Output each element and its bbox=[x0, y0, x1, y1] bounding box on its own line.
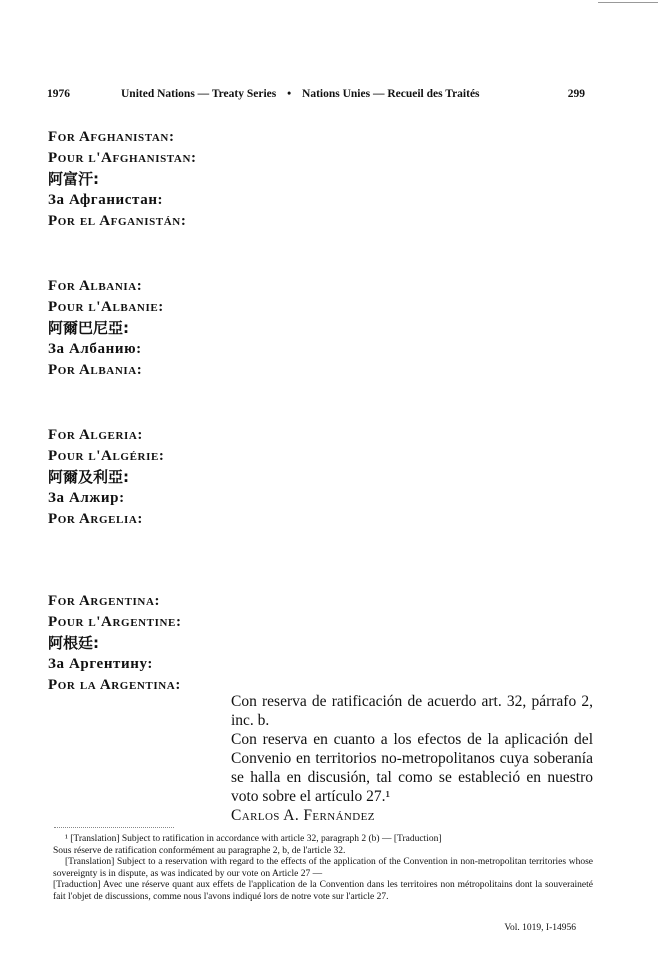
header-separator: • bbox=[287, 88, 292, 100]
country-label-ru: За Алжир: bbox=[48, 490, 125, 506]
country-label-fr: Pour l'Afghanistan: bbox=[48, 150, 197, 166]
country-label-ru: За Афганистан: bbox=[48, 192, 164, 208]
signature-block-argentina bbox=[48, 591, 182, 696]
reservation-text bbox=[231, 692, 593, 825]
volume-reference: Vol. 1019, I-14956 bbox=[504, 923, 576, 933]
footnote-2-fr: [Traduction] Avec une réserve quant aux effets de l'application de la Convention dans les territoires non métropolitains dont la souveraineté fait l'objet de discussions, comme nous l'avons indiqué lors de notre vote sur l'article 27. bbox=[53, 880, 593, 902]
country-label-es: Por el Afganistán: bbox=[48, 213, 187, 229]
country-label-es: Por la Argentina: bbox=[48, 677, 181, 693]
signature-block-albania bbox=[48, 276, 164, 381]
country-label-en: For Afghanistan: bbox=[48, 129, 175, 145]
country-label-fr: Pour l'Albanie: bbox=[48, 299, 164, 315]
country-label-en: For Algeria: bbox=[48, 427, 144, 443]
country-label-ru: За Аргентину: bbox=[48, 656, 154, 672]
country-label-zh: 阿富汗: bbox=[48, 170, 99, 188]
country-label-es: Por Argelia: bbox=[48, 511, 144, 527]
header-year: 1976 bbox=[47, 88, 70, 100]
country-label-zh: 阿爾巴尼亞: bbox=[48, 319, 129, 337]
page-header bbox=[47, 88, 585, 104]
reservation-paragraph-2: Con reserva en cuanto a los efectos de la aplicación del Convenio en territorios no-metropolitanos cuya soberanía se halla en discusión, tal como se estableció en nuestro voto sobre el artículo 27.¹ bbox=[231, 731, 593, 805]
footnote-divider bbox=[54, 827, 174, 828]
footnotes bbox=[53, 834, 593, 903]
country-label-zh: 阿根廷: bbox=[48, 634, 99, 652]
footnote-1-en: ¹ [Translation] Subject to ratification in accordance with article 32, paragraph 2 (b) — [Traduction] bbox=[65, 834, 442, 844]
country-label-es: Por Albania: bbox=[48, 362, 143, 378]
footnote-1-fr: Sous réserve de ratification conformément au paragraphe 2, b, de l'article 32. bbox=[53, 845, 346, 856]
country-label-en: For Albania: bbox=[48, 278, 143, 294]
country-label-fr: Pour l'Argentine: bbox=[48, 614, 182, 630]
country-label-en: For Argentina: bbox=[48, 593, 161, 609]
top-edge-rule bbox=[598, 2, 658, 3]
country-label-fr: Pour l'Algérie: bbox=[48, 448, 165, 464]
signatory-name: Carlos A. Fernández bbox=[231, 807, 375, 824]
header-series-fr: Nations Unies — Recueil des Traités bbox=[302, 88, 480, 100]
signature-block-afghanistan bbox=[48, 127, 197, 232]
reservation-paragraph-1: Con reserva de ratificación de acuerdo art. 32, párrafo 2, inc. b. bbox=[231, 693, 593, 729]
country-label-zh: 阿爾及利亞: bbox=[48, 468, 129, 486]
header-series bbox=[121, 88, 480, 100]
country-label-ru: За Албанию: bbox=[48, 341, 142, 357]
header-page-number: 299 bbox=[567, 88, 585, 100]
header-series-en: United Nations — Treaty Series bbox=[121, 88, 277, 100]
footnote-2-en: [Translation] Subject to a reservation with regard to the effects of the application of the Convention in non-metropolitan territories whose sovereignty is in dispute, as was indicated by our vote on Article 27 — bbox=[53, 857, 593, 879]
signature-block-algeria bbox=[48, 425, 164, 530]
